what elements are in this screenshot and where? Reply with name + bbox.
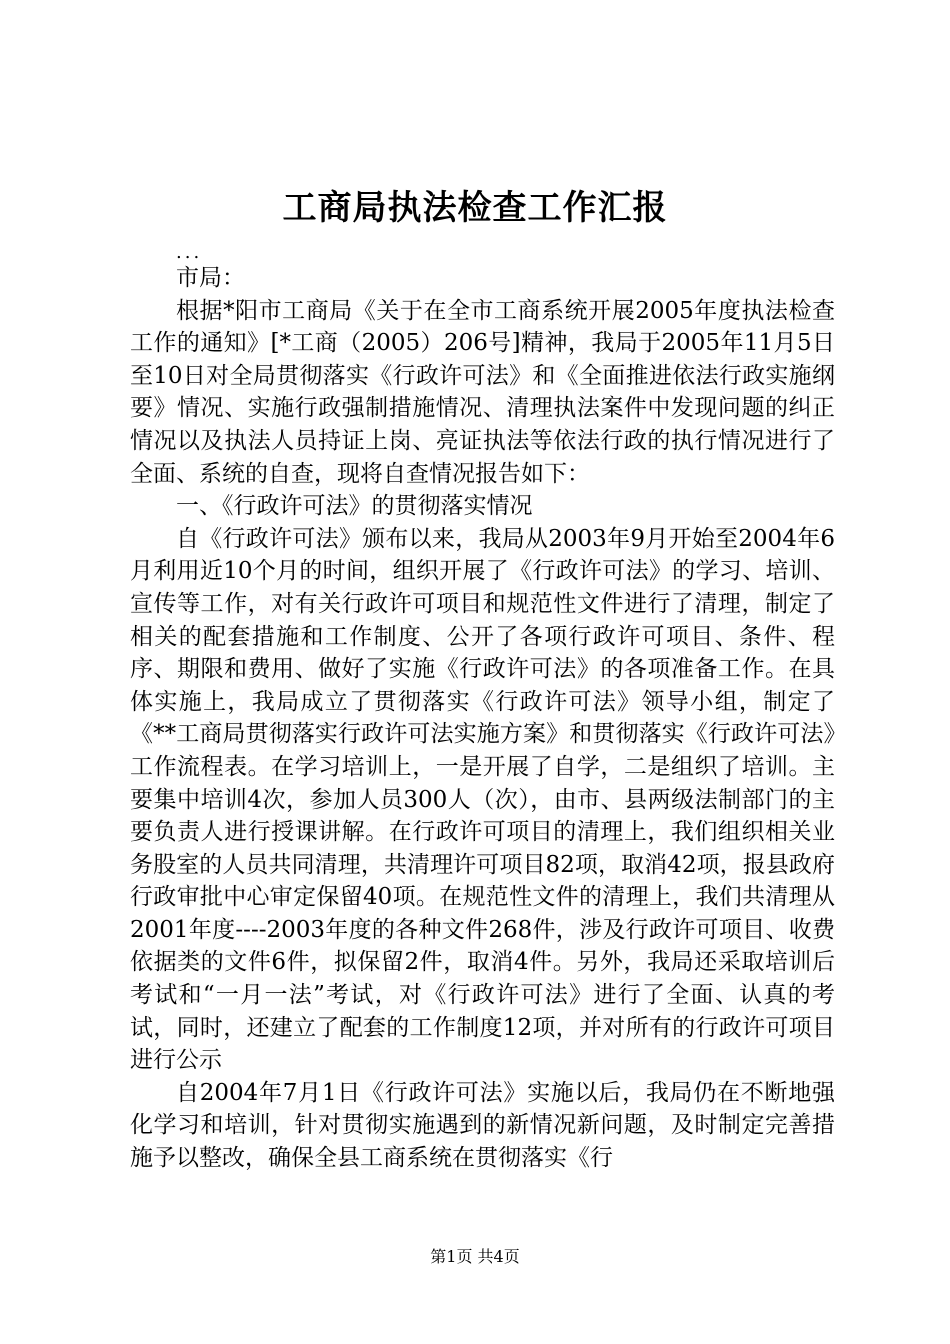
document-body xyxy=(130,262,835,1175)
paragraph-licensing-history: 自《行政许可法》颁布以来，我局从2003年9月开始至2004年6月利用近10个月的时间，组织开展了《行政许可法》的学习、培训、宣传等工作，对有关行政许可项目和规范性文件进行了清理，制定了相关的配套措施和工作制度、公开了各项行政许可项目、条件、程序、期限和费用、做好了实施《行政许可法》的各项准备工作。在具体实施上，我局成立了贯彻落实《行政许可法》领导小组，制定了《**工商局贯彻落实行政许可法实施方案》和贯彻落实《行政许可法》工作流程表。在学习培训上，一是开展了自学，二是组织了培训。主要集中培训4次，参加人员300人（次），由市、县两级法制部门的主要负责人进行授课讲解。在行政许可项目的清理上，我们组织相关业务股室的人员共同清理，共清理许可项目82项，取消42项，报县政府行政审批中心审定保留40项。在规范性文件的清理上，我们共清理从2001年度----2003年度的各种文件268件，涉及行政许可项目、收费依据类的文件6件，拟保留2件，取消4件。另外，我局还采取培训后考试和“一月一法”考试，对《行政许可法》进行了全面、认真的考试，同时，还建立了配套的工作制度12项，并对所有的行政许可项目进行公示 xyxy=(130,525,835,1074)
page-footer: 第1页 共4页 xyxy=(430,1247,520,1266)
section-heading-1: 一、《行政许可法》的贯彻落实情况 xyxy=(176,493,533,520)
paragraph-implementation: 自2004年7月1日《行政许可法》实施以后，我局仍在不断地强化学习和培训，针对贯彻实施遇到的新情况新问题，及时制定完善措施予以整改，确保全县工商系统在贯彻落实《行 xyxy=(130,1079,835,1172)
ellipsis-mark: ... xyxy=(176,242,203,263)
paragraph-intro: 根据*阳市工商局《关于在全市工商系统开展2005年度执法检查工作的通知》[*工商（2005）206号]精神，我局于2005年11月5日至10日对全局贯彻落实《行政许可法》和《全面推进依法行政实施纲要》情况、实施行政强制措施情况、清理执法案件中发现问题的纠正情况以及执法人员持证上岗、亮证执法等依法行政的执行情况进行了全面、系统的自查，现将自查情况报告如下： xyxy=(130,297,836,487)
document-title: 工商局执法检查工作汇报 xyxy=(282,188,668,228)
salutation: 市局： xyxy=(176,265,245,291)
